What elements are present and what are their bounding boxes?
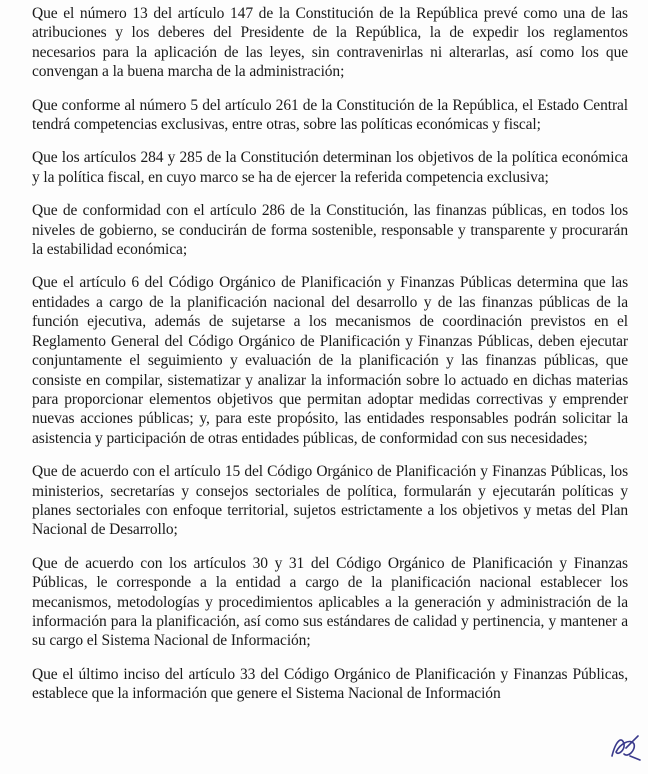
paragraph-8: Que el último inciso del artículo 33 del Código Orgánico de Planificación y Finanzas Públicas, establece que la información que genere el Sistema Nacional de Información [32,665,628,703]
paragraph-6: Que de acuerdo con el artículo 15 del Código Orgánico de Planificación y Finanzas Públicas, los ministerios, secretarías y consejos sectoriales de política, formularán y ejecutarán políticas y planes sectoriales con enfoque territorial, sujetos estrictamente a los objetivos y metas del Plan Nacional de Desarrollo; [32,463,628,539]
paragraph-4: Que de conformidad con el artículo 286 de la Constitución, las finanzas públicas, en todos los niveles de gobierno, se conducirán de forma sostenible, responsable y transparente y procurarán la estabilidad económica; [32,202,628,259]
paragraph-2: Que conforme al número 5 del artículo 261 de la Constitución de la República, el Estado Central tendrá competencias exclusivas, entre otras, sobre las políticas económicas y fiscal; [32,96,628,134]
paragraph-5: Que el artículo 6 del Código Orgánico de Planificación y Finanzas Públicas determina que las entidades a cargo de la planificación nacional del desarrollo y de las finanzas públicas de la función ejecutiva, además de sujetarse a los mecanismos de coordinación previstos en el Reglamento General del Código Orgánico de Planificación y Finanzas Públicas, deben ejecutar conjuntamente el seguimiento y evaluación de la planificación y las finanzas públicas, que consiste en compilar, sistematizar y analizar la información sobre lo actuado en dichas materias para proporcionar elementos objetivos que permitan adoptar medidas correctivas y emprender nuevas acciones públicas; y, para este propósito, las entidades responsables podrán solicitar la asistencia y participación de otras entidades públicas, de conformidad con sus necesidades; [32,274,628,447]
handwritten-initials-mark [608,730,642,764]
paragraph-1: Que el número 13 del artículo 147 de la Constitución de la República prevé como una de las atribuciones y los deberes del Presidente de la República, la de expedir los reglamentos necesarios para la aplicación de las leyes, sin contravenirlas ni alterarlas, así como los que convengan a la buena marcha de la administración; [32,5,628,81]
paragraph-7: Que de acuerdo con los artículos 30 y 31 del Código Orgánico de Planificación y Finanzas Públicas, le corresponde a la entidad a cargo de la planificación nacional establecer los mecanismos, metodologías y procedimientos aplicables a la generación y administración de la información para la planificación, así como sus estándares de calidad y pertinencia, y mantener a su cargo el Sistema Nacional de Información; [32,554,628,650]
paragraph-3: Que los artículos 284 y 285 de la Constitución determinan los objetivos de la política económica y la política fiscal, en cuyo marco se ha de ejercer la referida competencia exclusiva; [32,149,628,186]
